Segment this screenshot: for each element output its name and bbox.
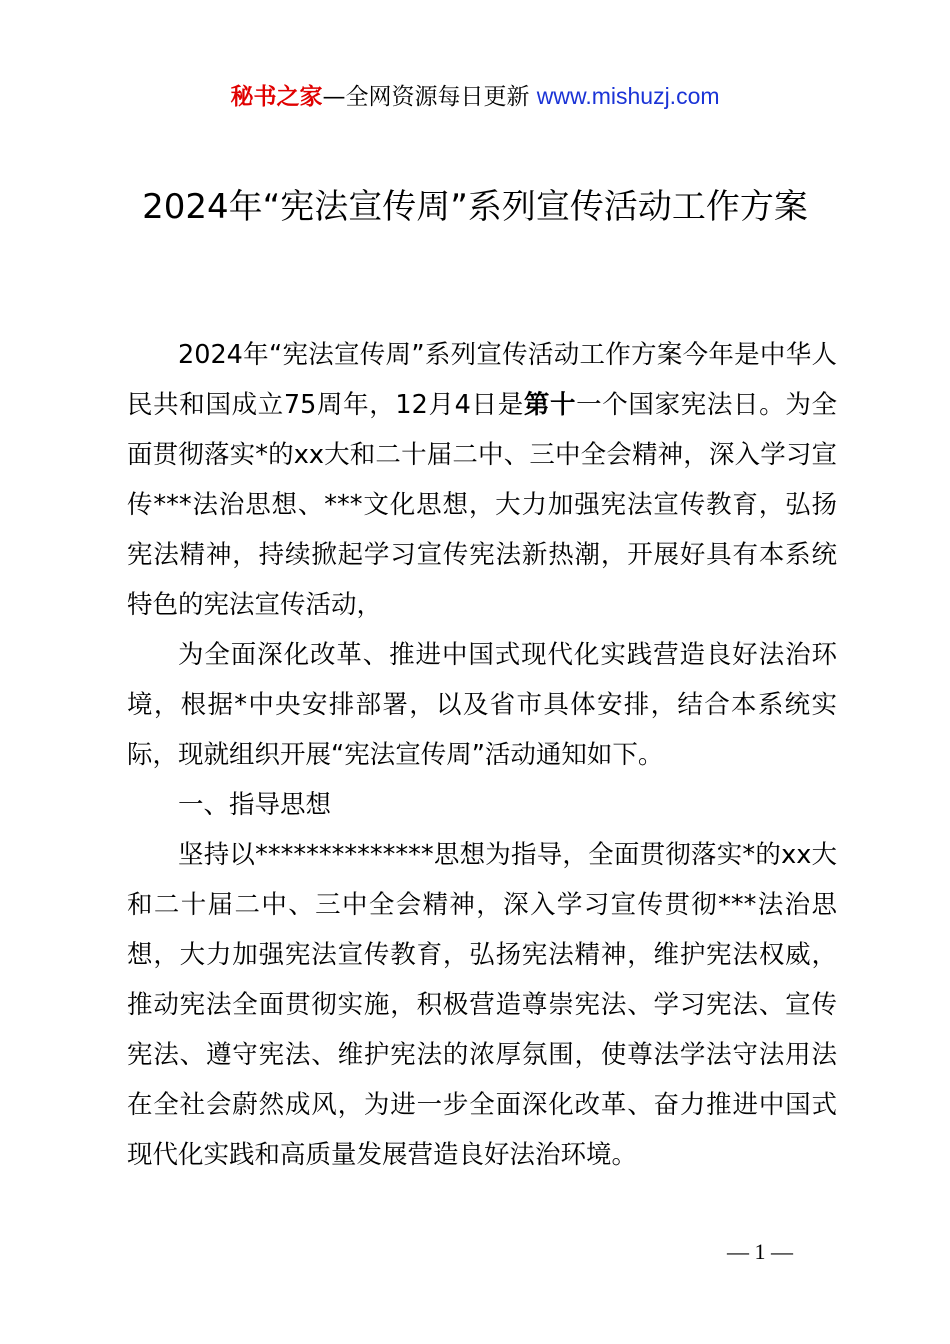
paragraph-intro-bold: 第十 bbox=[523, 390, 577, 420]
header-tagline: —全网资源每日更新 bbox=[322, 84, 530, 110]
paragraph-guiding-ideology: 坚持以**************思想为指导，全面贯彻落实*的xx大和二十届二中、三中全会精神，深入学习宣传贯彻***法治思想，大力加强宪法宣传教育，弘扬宪法精神，维护宪法权威，推动宪法全面贯彻实施，积极营造尊崇宪法、学习宪法、宣传宪法、遵守宪法、维护宪法的浓厚氛围，使尊法学法守法用法在全社会蔚然成风，为进一步全面深化改革、奋力推进中国式现代化实践和高质量发展营造良好法治环境。 bbox=[127, 840, 837, 1170]
document-title: 2024年“宪法宣传周”系列宣传活动工作方案 bbox=[142, 187, 808, 227]
section-heading-guiding-ideology: 一、指导思想 bbox=[178, 790, 332, 820]
brand-name: 秘书之家 bbox=[230, 84, 323, 110]
paragraph-intro-rest: 一个国家宪法日。为全面贯彻落实*的xx大和二十届二中、三中全会精神，深入学习宣传***法治思想、***文化思想，大力加强宪法宣传教育，弘扬宪法精神，持续掀起学习宣传宪法新热潮，开展好具有本系统特色的宪法宣传活动， bbox=[127, 390, 837, 620]
paragraph-purpose: 为全面深化改革、推进中国式现代化实践营造良好法治环境，根据*中央安排部署，以及省市具体安排，结合本系统实际，现就组织开展“宪法宣传周”活动通知如下。 bbox=[127, 640, 837, 770]
paragraph-intro-text: 2024年“宪法宣传周”系列宣传活动工作方案今年是中华人民共和国成立75周年，12月4日是 bbox=[127, 340, 837, 420]
site-header bbox=[0, 80, 950, 113]
site-url-link[interactable]: www.mishuzj.com bbox=[536, 83, 720, 109]
document-body bbox=[127, 330, 837, 1180]
paragraph-intro bbox=[127, 330, 837, 630]
page-number: — 1 — bbox=[727, 1239, 793, 1264]
